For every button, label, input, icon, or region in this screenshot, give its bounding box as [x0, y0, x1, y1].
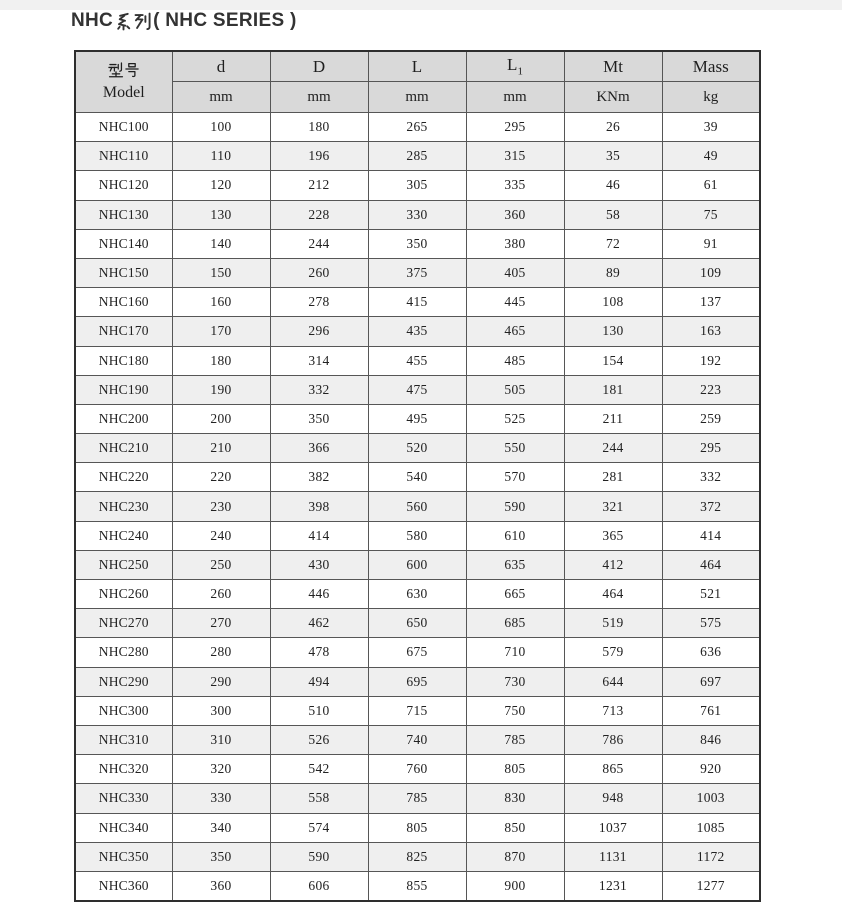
- cell-L1: 315: [466, 142, 564, 171]
- cell-Mt: 108: [564, 288, 662, 317]
- cell-Mass: 575: [662, 609, 760, 638]
- cjk-char-xi: [114, 12, 133, 31]
- cell-Mt: 948: [564, 784, 662, 813]
- cell-L: 855: [368, 871, 466, 901]
- cell-L: 675: [368, 638, 466, 667]
- cell-D: 542: [270, 755, 368, 784]
- cell-Mass: 636: [662, 638, 760, 667]
- cell-d: 300: [172, 696, 270, 725]
- table-row: [75, 346, 760, 375]
- cell-Mass: 414: [662, 521, 760, 550]
- cell-L: 495: [368, 404, 466, 433]
- table-row: [75, 609, 760, 638]
- cell-model: NHC160: [75, 288, 172, 317]
- cell-Mt: 154: [564, 346, 662, 375]
- cell-L: 475: [368, 375, 466, 404]
- table-row: [75, 667, 760, 696]
- cell-Mt: 46: [564, 171, 662, 200]
- table-row: [75, 404, 760, 433]
- cell-Mass: 1085: [662, 813, 760, 842]
- column-header-L1: $L_1$: [466, 51, 564, 82]
- table-row: [75, 317, 760, 346]
- cell-D: 558: [270, 784, 368, 813]
- cell-Mass: 75: [662, 200, 760, 229]
- cell-L1: 805: [466, 755, 564, 784]
- cell-D: 366: [270, 434, 368, 463]
- cell-model: NHC270: [75, 609, 172, 638]
- cell-Mt: 281: [564, 463, 662, 492]
- nhc-series-spec-table: [74, 50, 761, 902]
- cell-Mass: 223: [662, 375, 760, 404]
- column-header-model: [75, 51, 172, 113]
- cell-Mass: 192: [662, 346, 760, 375]
- cell-L1: 485: [466, 346, 564, 375]
- cell-L: 520: [368, 434, 466, 463]
- cell-L1: 550: [466, 434, 564, 463]
- cell-model: NHC260: [75, 580, 172, 609]
- cell-model: NHC200: [75, 404, 172, 433]
- cell-model: NHC170: [75, 317, 172, 346]
- cell-d: 360: [172, 871, 270, 901]
- header-row-units: [75, 82, 760, 113]
- cell-model: NHC140: [75, 229, 172, 258]
- cell-D: 574: [270, 813, 368, 842]
- cell-Mass: 332: [662, 463, 760, 492]
- cell-d: 290: [172, 667, 270, 696]
- cell-model: NHC340: [75, 813, 172, 842]
- cell-L: 375: [368, 258, 466, 287]
- cell-D: 494: [270, 667, 368, 696]
- table-row: [75, 375, 760, 404]
- table-row: [75, 813, 760, 842]
- cell-D: 212: [270, 171, 368, 200]
- cell-L1: 685: [466, 609, 564, 638]
- cell-Mass: 697: [662, 667, 760, 696]
- cell-L: 285: [368, 142, 466, 171]
- cell-L1: 850: [466, 813, 564, 842]
- cell-L1: 750: [466, 696, 564, 725]
- table-row: [75, 580, 760, 609]
- page-title: [71, 10, 297, 32]
- cell-d: 170: [172, 317, 270, 346]
- cell-d: 190: [172, 375, 270, 404]
- cell-L: 330: [368, 200, 466, 229]
- cell-D: 228: [270, 200, 368, 229]
- table-row: [75, 638, 760, 667]
- table-row: [75, 550, 760, 579]
- cell-Mass: 49: [662, 142, 760, 171]
- table-row: [75, 288, 760, 317]
- cell-D: 478: [270, 638, 368, 667]
- cell-d: 180: [172, 346, 270, 375]
- cell-Mt: 713: [564, 696, 662, 725]
- header-row-labels: [75, 51, 760, 82]
- title-latin-prefix: NHC: [71, 10, 114, 31]
- cell-L1: 710: [466, 638, 564, 667]
- cell-Mass: 464: [662, 550, 760, 579]
- cell-Mass: 61: [662, 171, 760, 200]
- column-header-D: D: [270, 51, 368, 82]
- cjk-series-text: [113, 12, 153, 31]
- unit-L: mm: [368, 82, 466, 113]
- cell-L: 805: [368, 813, 466, 842]
- cell-model: NHC320: [75, 755, 172, 784]
- cell-D: 382: [270, 463, 368, 492]
- cell-d: 220: [172, 463, 270, 492]
- cell-d: 320: [172, 755, 270, 784]
- cell-model: NHC230: [75, 492, 172, 521]
- cell-D: 180: [270, 113, 368, 142]
- cell-model: NHC300: [75, 696, 172, 725]
- cell-model: NHC330: [75, 784, 172, 813]
- title-latin-suffix: ( NHC SERIES ): [153, 10, 297, 31]
- cell-L1: 445: [466, 288, 564, 317]
- cell-L: 740: [368, 725, 466, 754]
- unit-L1: mm: [466, 82, 564, 113]
- cell-d: 280: [172, 638, 270, 667]
- cell-Mt: 130: [564, 317, 662, 346]
- cell-model: NHC280: [75, 638, 172, 667]
- cell-D: 278: [270, 288, 368, 317]
- cell-Mt: 412: [564, 550, 662, 579]
- table-row: [75, 871, 760, 901]
- cell-d: 120: [172, 171, 270, 200]
- cell-Mt: 1131: [564, 842, 662, 871]
- cell-d: 240: [172, 521, 270, 550]
- table-row: [75, 463, 760, 492]
- cell-D: 414: [270, 521, 368, 550]
- cell-L: 305: [368, 171, 466, 200]
- cell-d: 310: [172, 725, 270, 754]
- cell-L: 265: [368, 113, 466, 142]
- cell-L1: 380: [466, 229, 564, 258]
- cell-model: NHC350: [75, 842, 172, 871]
- cell-L: 415: [368, 288, 466, 317]
- cell-L: 760: [368, 755, 466, 784]
- cell-model: NHC250: [75, 550, 172, 579]
- cell-L: 350: [368, 229, 466, 258]
- table-row: [75, 784, 760, 813]
- cell-Mt: 365: [564, 521, 662, 550]
- cell-Mt: 579: [564, 638, 662, 667]
- cell-Mt: 786: [564, 725, 662, 754]
- cell-Mt: 181: [564, 375, 662, 404]
- cell-Mass: 163: [662, 317, 760, 346]
- cell-L1: 665: [466, 580, 564, 609]
- table-row: [75, 200, 760, 229]
- cell-Mass: 109: [662, 258, 760, 287]
- cell-L1: 785: [466, 725, 564, 754]
- cell-Mass: 91: [662, 229, 760, 258]
- table-row: [75, 229, 760, 258]
- cell-D: 398: [270, 492, 368, 521]
- cell-d: 270: [172, 609, 270, 638]
- column-header-L: L: [368, 51, 466, 82]
- cell-L1: 335: [466, 171, 564, 200]
- cell-Mt: 26: [564, 113, 662, 142]
- cell-L: 600: [368, 550, 466, 579]
- cell-L: 785: [368, 784, 466, 813]
- unit-D: mm: [270, 82, 368, 113]
- column-header-Mass: Mass: [662, 51, 760, 82]
- cell-L1: 870: [466, 842, 564, 871]
- cell-d: 340: [172, 813, 270, 842]
- unit-Mt: KNm: [564, 82, 662, 113]
- cell-d: 160: [172, 288, 270, 317]
- cell-D: 350: [270, 404, 368, 433]
- cell-d: 150: [172, 258, 270, 287]
- cell-model: NHC190: [75, 375, 172, 404]
- cell-Mt: 58: [564, 200, 662, 229]
- cell-L: 435: [368, 317, 466, 346]
- cell-D: 590: [270, 842, 368, 871]
- cell-Mass: 259: [662, 404, 760, 433]
- table-row: [75, 492, 760, 521]
- cell-model: NHC110: [75, 142, 172, 171]
- cell-L1: 900: [466, 871, 564, 901]
- cell-model: NHC130: [75, 200, 172, 229]
- cell-L1: 465: [466, 317, 564, 346]
- cell-Mass: 920: [662, 755, 760, 784]
- cell-L1: 360: [466, 200, 564, 229]
- cell-Mass: 39: [662, 113, 760, 142]
- cell-model: NHC180: [75, 346, 172, 375]
- cell-model: NHC360: [75, 871, 172, 901]
- cell-Mt: 89: [564, 258, 662, 287]
- cell-L1: 730: [466, 667, 564, 696]
- cell-L1: 610: [466, 521, 564, 550]
- cell-Mass: 1277: [662, 871, 760, 901]
- cell-Mass: 521: [662, 580, 760, 609]
- cell-D: 244: [270, 229, 368, 258]
- cell-D: 462: [270, 609, 368, 638]
- table-row: [75, 113, 760, 142]
- cell-L: 825: [368, 842, 466, 871]
- cell-D: 296: [270, 317, 368, 346]
- cell-model: NHC240: [75, 521, 172, 550]
- cell-d: 350: [172, 842, 270, 871]
- table-row: [75, 696, 760, 725]
- cell-Mt: 211: [564, 404, 662, 433]
- cell-L1: 505: [466, 375, 564, 404]
- cjk-model-text: [108, 62, 140, 78]
- cell-Mt: 644: [564, 667, 662, 696]
- column-header-Mt: Mt: [564, 51, 662, 82]
- cell-L1: 590: [466, 492, 564, 521]
- cell-L1: 635: [466, 550, 564, 579]
- cell-model: NHC290: [75, 667, 172, 696]
- cell-model: NHC210: [75, 434, 172, 463]
- column-header-d: d: [172, 51, 270, 82]
- cell-Mass: 137: [662, 288, 760, 317]
- cell-D: 196: [270, 142, 368, 171]
- cell-Mt: 865: [564, 755, 662, 784]
- table-row: [75, 434, 760, 463]
- cell-L1: 525: [466, 404, 564, 433]
- top-edge-shade: [0, 0, 842, 10]
- cell-d: 130: [172, 200, 270, 229]
- cell-D: 606: [270, 871, 368, 901]
- cell-Mt: 72: [564, 229, 662, 258]
- cell-d: 110: [172, 142, 270, 171]
- cell-Mt: 321: [564, 492, 662, 521]
- cell-L1: 295: [466, 113, 564, 142]
- cell-Mass: 761: [662, 696, 760, 725]
- cell-model: NHC220: [75, 463, 172, 492]
- cell-D: 510: [270, 696, 368, 725]
- cell-d: 200: [172, 404, 270, 433]
- cell-d: 330: [172, 784, 270, 813]
- cell-L: 715: [368, 696, 466, 725]
- table-body: [75, 113, 760, 902]
- cell-D: 526: [270, 725, 368, 754]
- cell-L: 455: [368, 346, 466, 375]
- cell-L1: 830: [466, 784, 564, 813]
- cell-d: 210: [172, 434, 270, 463]
- table-row: [75, 842, 760, 871]
- cell-d: 100: [172, 113, 270, 142]
- table-row: [75, 755, 760, 784]
- unit-Mass: kg: [662, 82, 760, 113]
- cell-L1: 405: [466, 258, 564, 287]
- cell-Mt: 244: [564, 434, 662, 463]
- cell-L: 650: [368, 609, 466, 638]
- cell-D: 314: [270, 346, 368, 375]
- cell-D: 430: [270, 550, 368, 579]
- table-row: [75, 142, 760, 171]
- table-header: [75, 51, 760, 113]
- cell-Mt: 519: [564, 609, 662, 638]
- cjk-char-xing: [108, 62, 124, 78]
- cell-L: 560: [368, 492, 466, 521]
- cell-D: 332: [270, 375, 368, 404]
- cell-Mass: 846: [662, 725, 760, 754]
- table-row: [75, 258, 760, 287]
- cell-Mass: 1003: [662, 784, 760, 813]
- cjk-char-lie: [134, 12, 153, 31]
- cell-d: 260: [172, 580, 270, 609]
- cell-model: NHC100: [75, 113, 172, 142]
- cell-D: 260: [270, 258, 368, 287]
- cell-D: 446: [270, 580, 368, 609]
- cell-d: 250: [172, 550, 270, 579]
- cell-Mt: 1037: [564, 813, 662, 842]
- cell-Mass: 295: [662, 434, 760, 463]
- unit-d: mm: [172, 82, 270, 113]
- cell-L: 630: [368, 580, 466, 609]
- cell-Mt: 1231: [564, 871, 662, 901]
- cell-L1: 570: [466, 463, 564, 492]
- cell-d: 140: [172, 229, 270, 258]
- cell-Mass: 372: [662, 492, 760, 521]
- column-header-model-en: Model: [102, 84, 145, 101]
- cell-model: NHC310: [75, 725, 172, 754]
- cell-L: 580: [368, 521, 466, 550]
- cell-Mass: 1172: [662, 842, 760, 871]
- cell-model: NHC120: [75, 171, 172, 200]
- table-row: [75, 171, 760, 200]
- table-row: [75, 725, 760, 754]
- cell-L: 695: [368, 667, 466, 696]
- cell-Mt: 35: [564, 142, 662, 171]
- cjk-char-hao: [124, 62, 140, 78]
- cell-d: 230: [172, 492, 270, 521]
- cell-L: 540: [368, 463, 466, 492]
- cell-model: NHC150: [75, 258, 172, 287]
- cell-Mt: 464: [564, 580, 662, 609]
- table-row: [75, 521, 760, 550]
